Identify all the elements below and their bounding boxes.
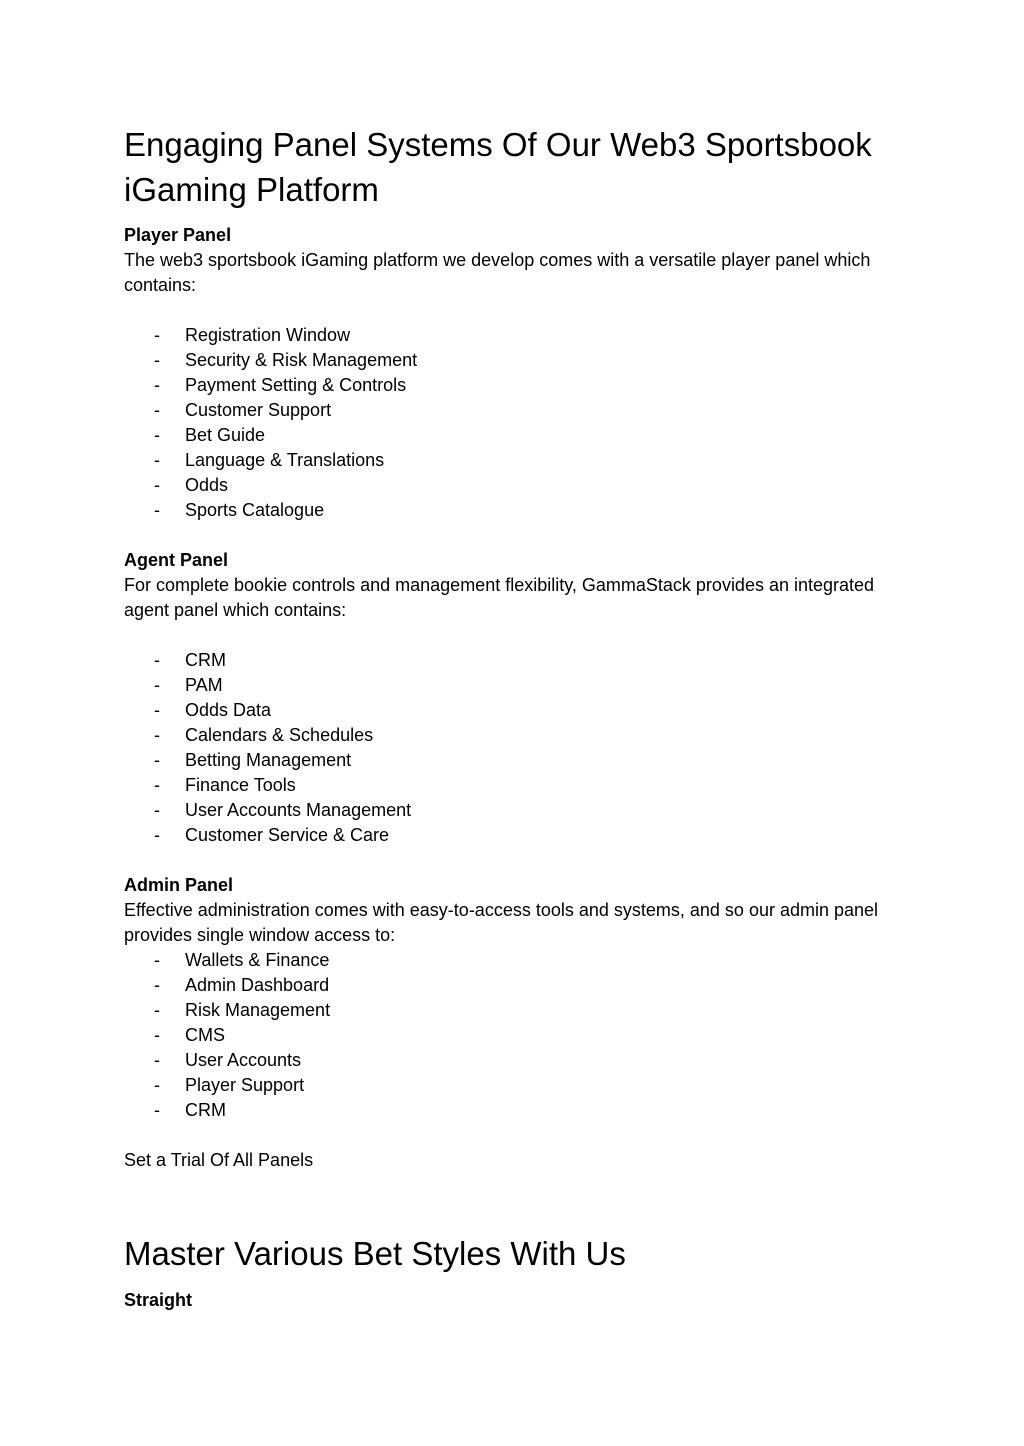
list-dash: - <box>154 475 160 495</box>
list-dash: - <box>154 725 160 745</box>
admin-panel-section <box>124 873 904 1173</box>
agent-panel-intro: For complete bookie controls and management flexibility, GammaStack provides an integrated agent panel which contains: <box>124 575 875 620</box>
list-item: - Calendars & Schedules <box>124 723 904 748</box>
list-item: - Sports Catalogue <box>124 498 904 523</box>
list-item: - Admin Dashboard <box>124 973 904 998</box>
list-item: - CMS <box>124 1023 904 1048</box>
list-item: - User Accounts <box>124 1048 904 1073</box>
straight-section <box>124 1288 904 1313</box>
player-panel-list <box>124 323 904 523</box>
list-dash: - <box>154 350 160 370</box>
admin-panel-intro: Effective administration comes with easy-to-access tools and systems, and so our admin panel provides single window access to: <box>124 900 879 945</box>
list-item: - User Accounts Management <box>124 798 904 823</box>
player-panel-section <box>124 223 904 523</box>
list-dash: - <box>154 950 160 970</box>
list-dash: - <box>154 425 160 445</box>
list-dash: - <box>154 675 160 695</box>
list-dash: - <box>154 325 160 345</box>
list-item: - Finance Tools <box>124 773 904 798</box>
section-heading-bet-styles: Master Various Bet Styles With Us <box>124 1235 626 1272</box>
straight-title: Straight <box>124 1290 193 1310</box>
list-item: - Odds Data <box>124 698 904 723</box>
agent-panel-title: Agent Panel <box>124 550 229 570</box>
list-item: - Customer Service & Care <box>124 823 904 848</box>
list-dash: - <box>154 1100 160 1120</box>
list-dash: - <box>154 975 160 995</box>
list-item: - CRM <box>124 648 904 673</box>
list-dash: - <box>154 450 160 470</box>
list-item: - Risk Management <box>124 998 904 1023</box>
list-dash: - <box>154 1050 160 1070</box>
list-item: - Payment Setting & Controls <box>124 373 904 398</box>
list-dash: - <box>154 1075 160 1095</box>
list-dash: - <box>154 1025 160 1045</box>
trial-text: Set a Trial Of All Panels <box>124 1150 314 1170</box>
list-dash: - <box>154 775 160 795</box>
page-title: Engaging Panel Systems Of Our Web3 Sportsbook iGaming Platform <box>124 126 872 208</box>
list-dash: - <box>154 700 160 720</box>
list-item: - Security & Risk Management <box>124 348 904 373</box>
list-item: - Customer Support <box>124 398 904 423</box>
admin-panel-title: Admin Panel <box>124 875 234 895</box>
list-item: - Wallets & Finance <box>124 948 904 973</box>
list-dash: - <box>154 650 160 670</box>
player-panel-intro: The web3 sportsbook iGaming platform we develop comes with a versatile player panel which contains: <box>124 250 871 295</box>
list-item: - CRM <box>124 1098 904 1123</box>
admin-panel-list <box>124 948 904 1123</box>
list-item: - Language & Translations <box>124 448 904 473</box>
list-item: - Registration Window <box>124 323 904 348</box>
list-dash: - <box>154 825 160 845</box>
list-item: - Player Support <box>124 1073 904 1098</box>
list-dash: - <box>154 750 160 770</box>
list-item: - Betting Management <box>124 748 904 773</box>
list-dash: - <box>154 500 160 520</box>
list-item: - PAM <box>124 673 904 698</box>
list-dash: - <box>154 375 160 395</box>
list-item: - Bet Guide <box>124 423 904 448</box>
player-panel-title: Player Panel <box>124 225 232 245</box>
list-item: - Odds <box>124 473 904 498</box>
list-dash: - <box>154 400 160 420</box>
agent-panel-list <box>124 648 904 848</box>
agent-panel-section <box>124 548 904 848</box>
list-dash: - <box>154 800 160 820</box>
list-dash: - <box>154 1000 160 1020</box>
